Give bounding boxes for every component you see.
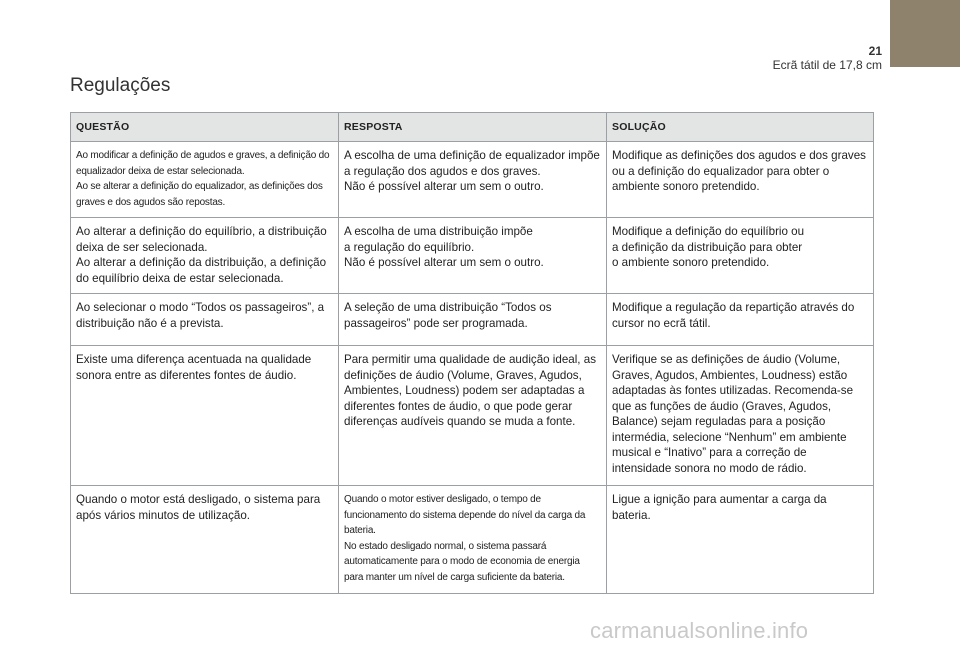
answer-cell: A seleção de uma distribuição “Todos os passageiros” pode ser programada. — [339, 294, 607, 346]
solution-cell: Modifique as definições dos agudos e dos graves ou a definição do equalizador para obter o ambiente sonoro pretendido. — [607, 142, 874, 218]
question-cell: Quando o motor está desligado, o sistema para após vários minutos de utilização. — [71, 486, 339, 594]
section-title: Regulações — [70, 75, 171, 96]
column-header-solution: SOLUÇÃO — [607, 113, 874, 142]
table-header-row — [71, 113, 874, 142]
table-row — [71, 346, 874, 486]
table-row — [71, 294, 874, 346]
column-header-question: QUESTÃO — [71, 113, 339, 142]
answer-cell: A escolha de uma definição de equalizador impõe a regulação dos agudos e dos graves. Não é possível alterar um sem o outro. — [339, 142, 607, 218]
solution-cell: Modifique a definição do equilíbrio ou a definição da distribuição para obter o ambiente sonoro pretendido. — [607, 218, 874, 294]
solution-cell: Ligue a ignição para aumentar a carga da bateria. — [607, 486, 874, 594]
question-cell: Ao alterar a definição do equilíbrio, a distribuição deixa de ser selecionada. Ao alterar a definição da distribuição, a definição do equilíbrio deixa de estar selecionada. — [71, 218, 339, 294]
table-row — [71, 142, 874, 218]
troubleshooting-table — [70, 112, 874, 594]
watermark: carmanualsonline.info — [590, 618, 809, 643]
solution-cell: Modifique a regulação da repartição através do cursor no ecrã tátil. — [607, 294, 874, 346]
page-subtitle: Ecrã tátil de 17,8 cm — [772, 58, 882, 72]
answer-cell: A escolha de uma distribuição impõe a regulação do equilíbrio. Não é possível alterar um sem o outro. — [339, 218, 607, 294]
answer-cell: Para permitir uma qualidade de audição ideal, as definições de áudio (Volume, Graves, Agudos, Ambientes, Loudness) podem ser adaptadas a diferentes fontes de áudio, o que pode gerar diferenças audíveis quando se muda a fonte. — [339, 346, 607, 486]
answer-cell: Quando o motor estiver desligado, o tempo de funcionamento do sistema depende do nível da carga da bateria. No estado desligado normal, o sistema passará automaticamente para o modo de economia de energia para manter um nível de carga suficiente da bateria. — [339, 486, 607, 594]
page-number: 21 — [868, 44, 882, 58]
question-cell: Ao modificar a definição de agudos e graves, a definição do equalizador deixa de estar selecionada. Ao se alterar a definição do equalizador, as definições dos graves e dos agudos são repostas. — [71, 142, 339, 218]
question-cell: Existe uma diferença acentuada na qualidade sonora entre as diferentes fontes de áudio. — [71, 346, 339, 486]
question-cell: Ao selecionar o modo “Todos os passageiros”, a distribuição não é a prevista. — [71, 294, 339, 346]
chapter-tab — [890, 0, 960, 67]
solution-cell: Verifique se as definições de áudio (Volume, Graves, Agudos, Ambientes, Loudness) estão adaptadas às fontes utilizadas. Recomenda-se que as funções de áudio (Graves, Agudos, Balance) sejam reguladas para a posição intermédia, selecione “Nenhum” em ambiente musical e “Inativo” para a correção de intensidade sonora no modo de rádio. — [607, 346, 874, 486]
table-row — [71, 486, 874, 594]
column-header-answer: RESPOSTA — [339, 113, 607, 142]
table-row — [71, 218, 874, 294]
